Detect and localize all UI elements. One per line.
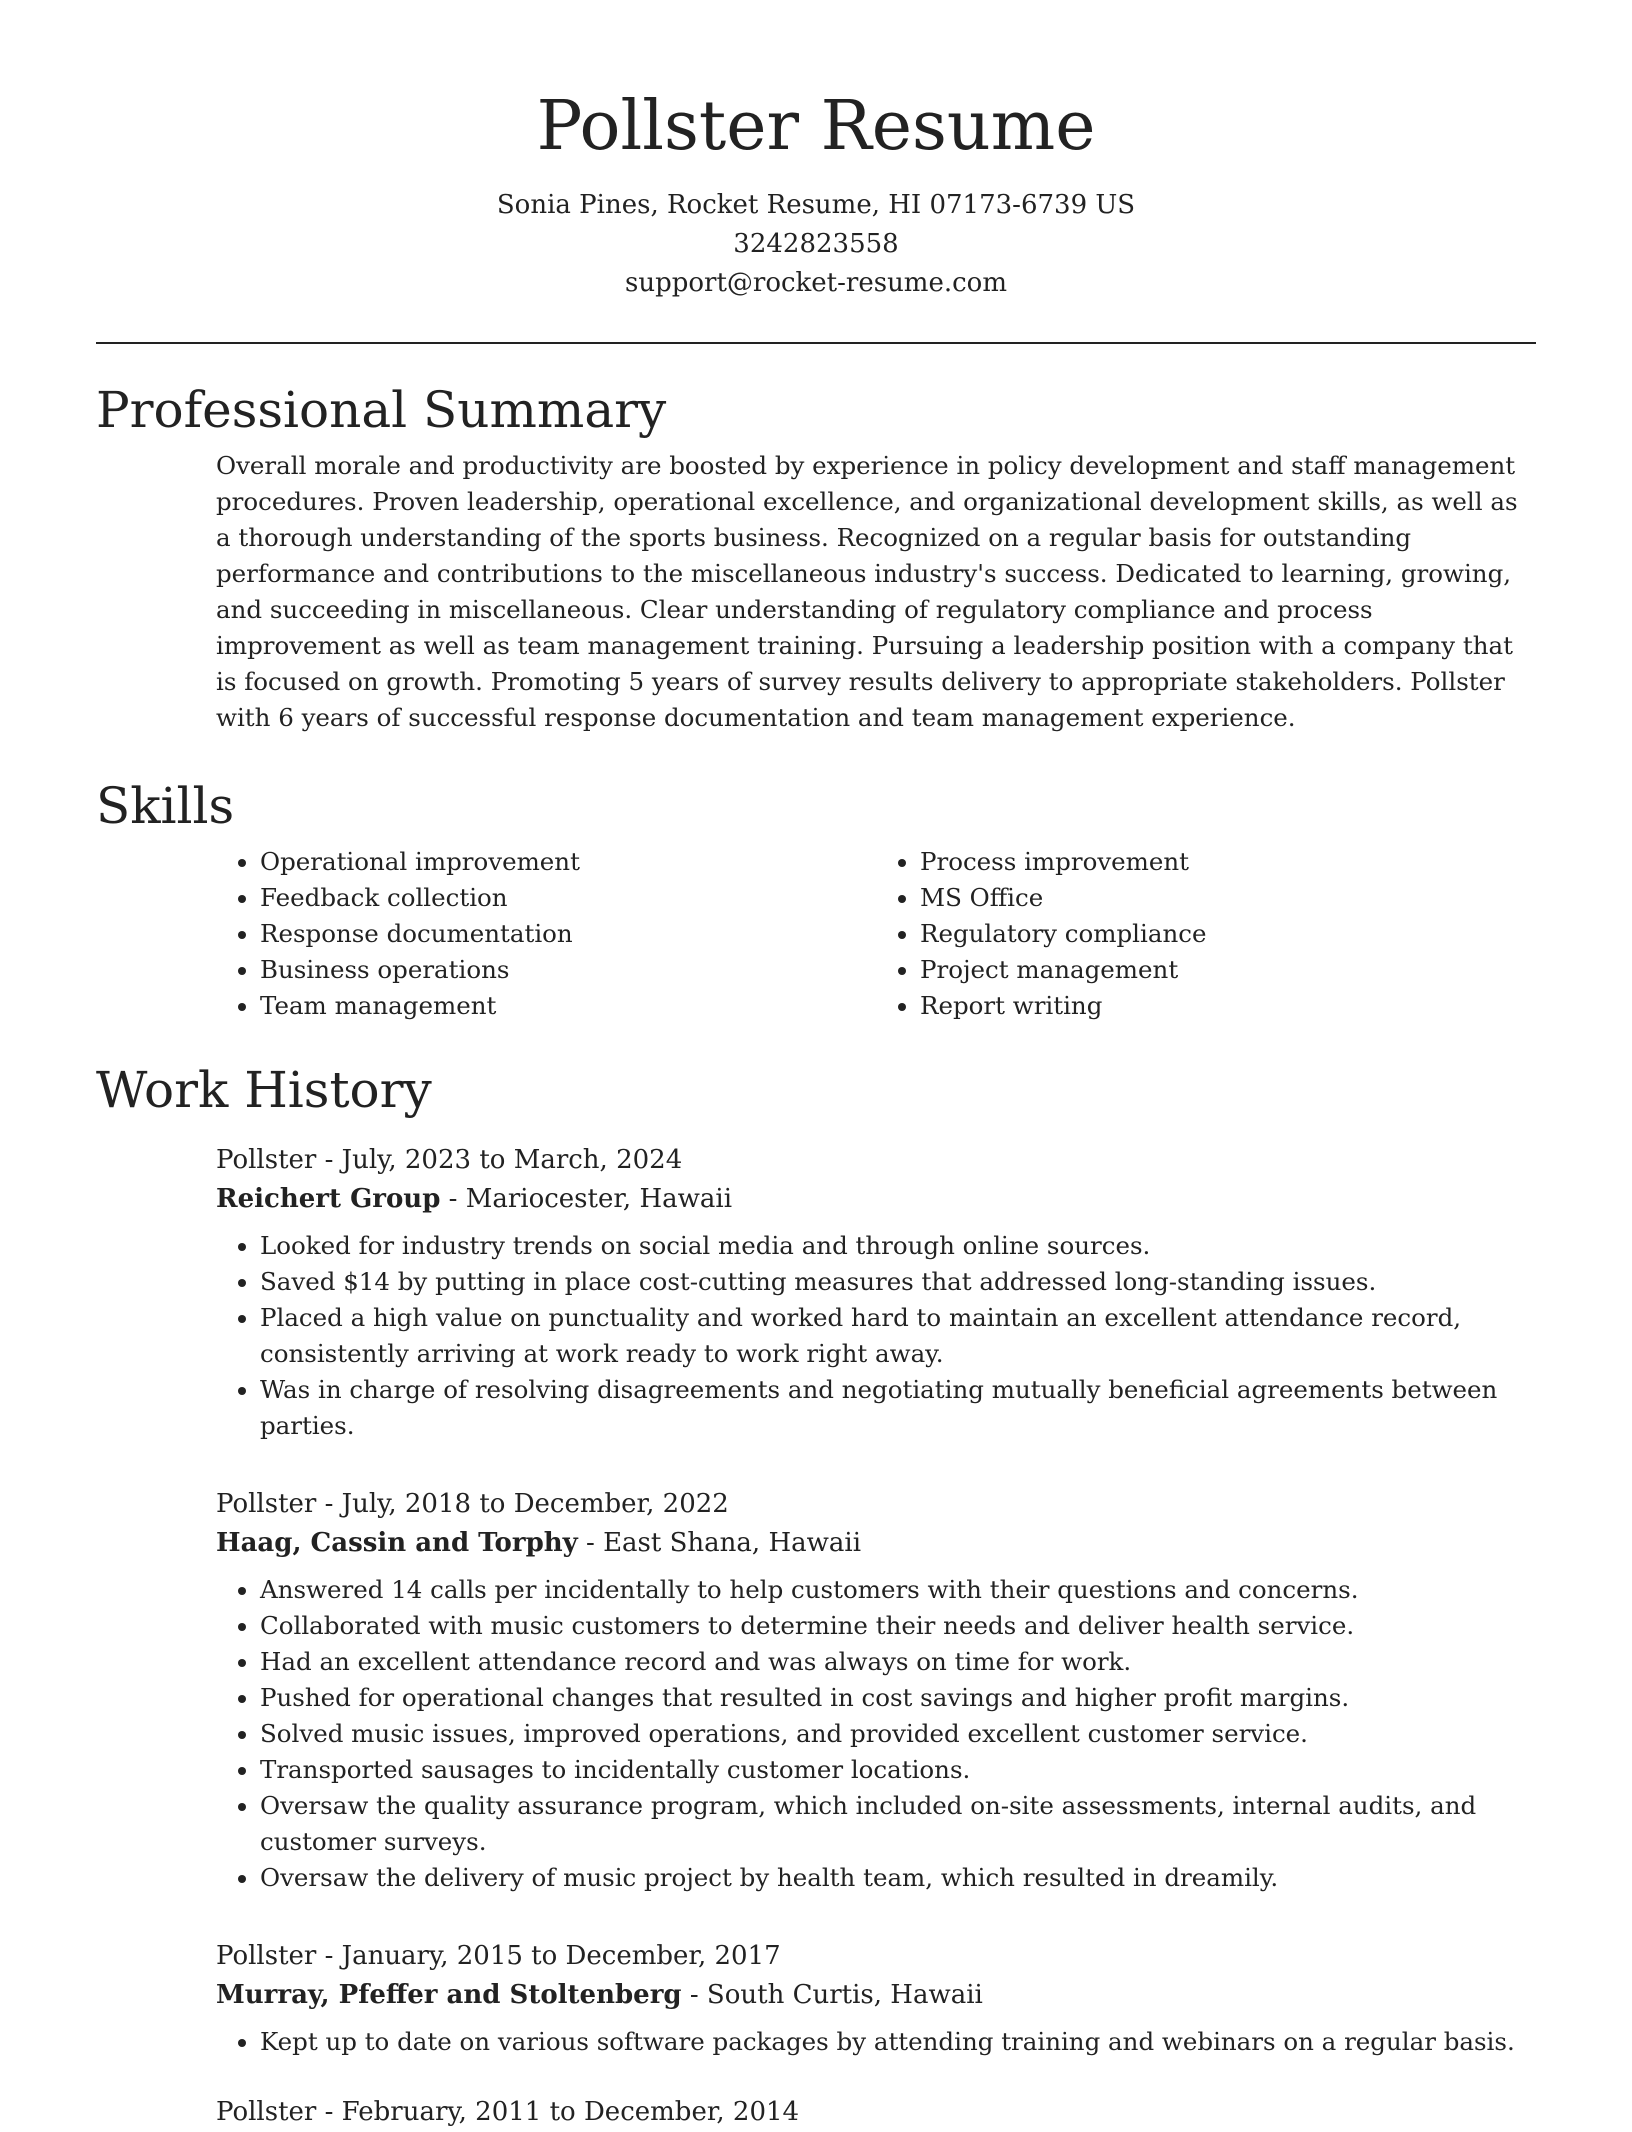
contact-phone: 3242823558 [733, 229, 899, 259]
job-bullet: • Collaborated with music customers to determine their needs and deliver health service. [260, 1608, 1536, 1644]
skills-column-left [216, 844, 876, 1024]
company-name: Murray, Pfeffer and Stoltenberg [216, 1980, 682, 2010]
job-entry [96, 1936, 1536, 2060]
job-bullet: • Had an excellent attendance record and was always on time for work. [260, 1644, 1536, 1680]
job-bullets [216, 1572, 1536, 1896]
skills-list [216, 844, 1536, 1024]
resume-header [0, 0, 1632, 303]
skill-item: • Regulatory compliance [920, 916, 1536, 952]
job-title: Pollster - July, 2018 to December, 2022 [216, 1489, 729, 1519]
skill-item: • Project management [920, 952, 1536, 988]
job-employer [216, 1180, 1536, 1218]
job-location: - South Curtis, Hawaii [681, 1980, 983, 2010]
job-bullet: • Pushed for operational changes that resulted in cost savings and higher profit margins. [260, 1680, 1536, 1716]
job-bullet: • Was in charge of resolving disagreements and negotiating mutually beneficial agreements between parties. [260, 1372, 1536, 1444]
job-entry [96, 2092, 1536, 2132]
job-bullets [216, 2024, 1536, 2060]
work-history-section [96, 1060, 1536, 1120]
job-bullet: • Looked for industry trends on social media and through online sources. [260, 1228, 1536, 1264]
job-bullet: • Solved music issues, improved operations, and provided excellent customer service. [260, 1716, 1536, 1752]
skill-item: • Operational improvement [260, 844, 876, 880]
header-divider [96, 342, 1536, 344]
summary-heading: Professional Summary [96, 381, 667, 439]
job-body [216, 1936, 1536, 2060]
job-entry [96, 1484, 1536, 1896]
resume-title: Pollster Resume [536, 87, 1096, 166]
job-title: Pollster - February, 2011 to December, 2014 [216, 2097, 800, 2127]
skills-column-right [876, 844, 1536, 1024]
job-bullets [216, 1228, 1536, 1444]
skill-item: • Process improvement [920, 844, 1536, 880]
job-bullet: • Saved $14 by putting in place cost-cutting measures that addressed long-standing issues. [260, 1264, 1536, 1300]
summary-text: Overall morale and productivity are boosted by experience in policy development and staff management procedures. Proven leadership, operational excellence, and organizational development skills, as well as a thorough understanding of the sports business. Recognized on a regular basis for outstanding performance and contributions to the miscellaneous industry's success. Dedicated to learning, growing, and succeeding in miscellaneous. Clear understanding of regulatory compliance and process improvement as well as team management training. Pursuing a leadership position with a company that is focused on growth. Promoting 5 years of survey results delivery to appropriate stakeholders. Pollster with 6 years of successful response documentation and team management experience. [216, 451, 1518, 732]
job-bullet: • Transported sausages to incidentally customer locations. [260, 1752, 1536, 1788]
job-body [216, 2092, 1536, 2132]
job-bullet: • Oversaw the delivery of music project by health team, which resulted in dreamily. [260, 1860, 1536, 1896]
contact-email: support@rocket-resume.com [624, 268, 1007, 298]
job-location: - East Shana, Hawaii [577, 1528, 862, 1558]
skill-item: • Team management [260, 988, 876, 1024]
contact-block [0, 186, 1632, 303]
job-employer [216, 1524, 1536, 1562]
job-location: - Mariocester, Hawaii [440, 1184, 733, 1214]
summary-section [96, 380, 1536, 736]
job-body [216, 1484, 1536, 1896]
job-body [216, 1140, 1536, 1444]
job-bullet: • Answered 14 calls per incidentally to help customers with their questions and concerns. [260, 1572, 1536, 1608]
skill-item: • Report writing [920, 988, 1536, 1024]
job-bullet: • Oversaw the quality assurance program, which included on-site assessments, internal audits, and customer surveys. [260, 1788, 1536, 1860]
contact-address: Sonia Pines, Rocket Resume, HI 07173-6739 US [496, 190, 1136, 220]
company-name: Reichert Group [216, 1184, 441, 1214]
company-name: Haag, Cassin and Torphy [216, 1528, 578, 1558]
job-title: Pollster - July, 2023 to March, 2024 [216, 1145, 683, 1175]
job-entry [96, 1140, 1536, 1444]
skill-item: • Business operations [260, 952, 876, 988]
skill-item: • Feedback collection [260, 880, 876, 916]
skills-heading: Skills [96, 777, 235, 835]
job-bullet: • Kept up to date on various software packages by attending training and webinars on a regular basis. [260, 2024, 1536, 2060]
skill-item: • Response documentation [260, 916, 876, 952]
work-history-heading: Work History [96, 1061, 432, 1119]
skills-section [96, 776, 1536, 1024]
job-employer [216, 1976, 1536, 2014]
job-bullet: • Placed a high value on punctuality and worked hard to maintain an excellent attendance record, consistently arriving at work ready to work right away. [260, 1300, 1536, 1372]
job-title: Pollster - January, 2015 to December, 2017 [216, 1941, 781, 1971]
skill-item: • MS Office [920, 880, 1536, 916]
